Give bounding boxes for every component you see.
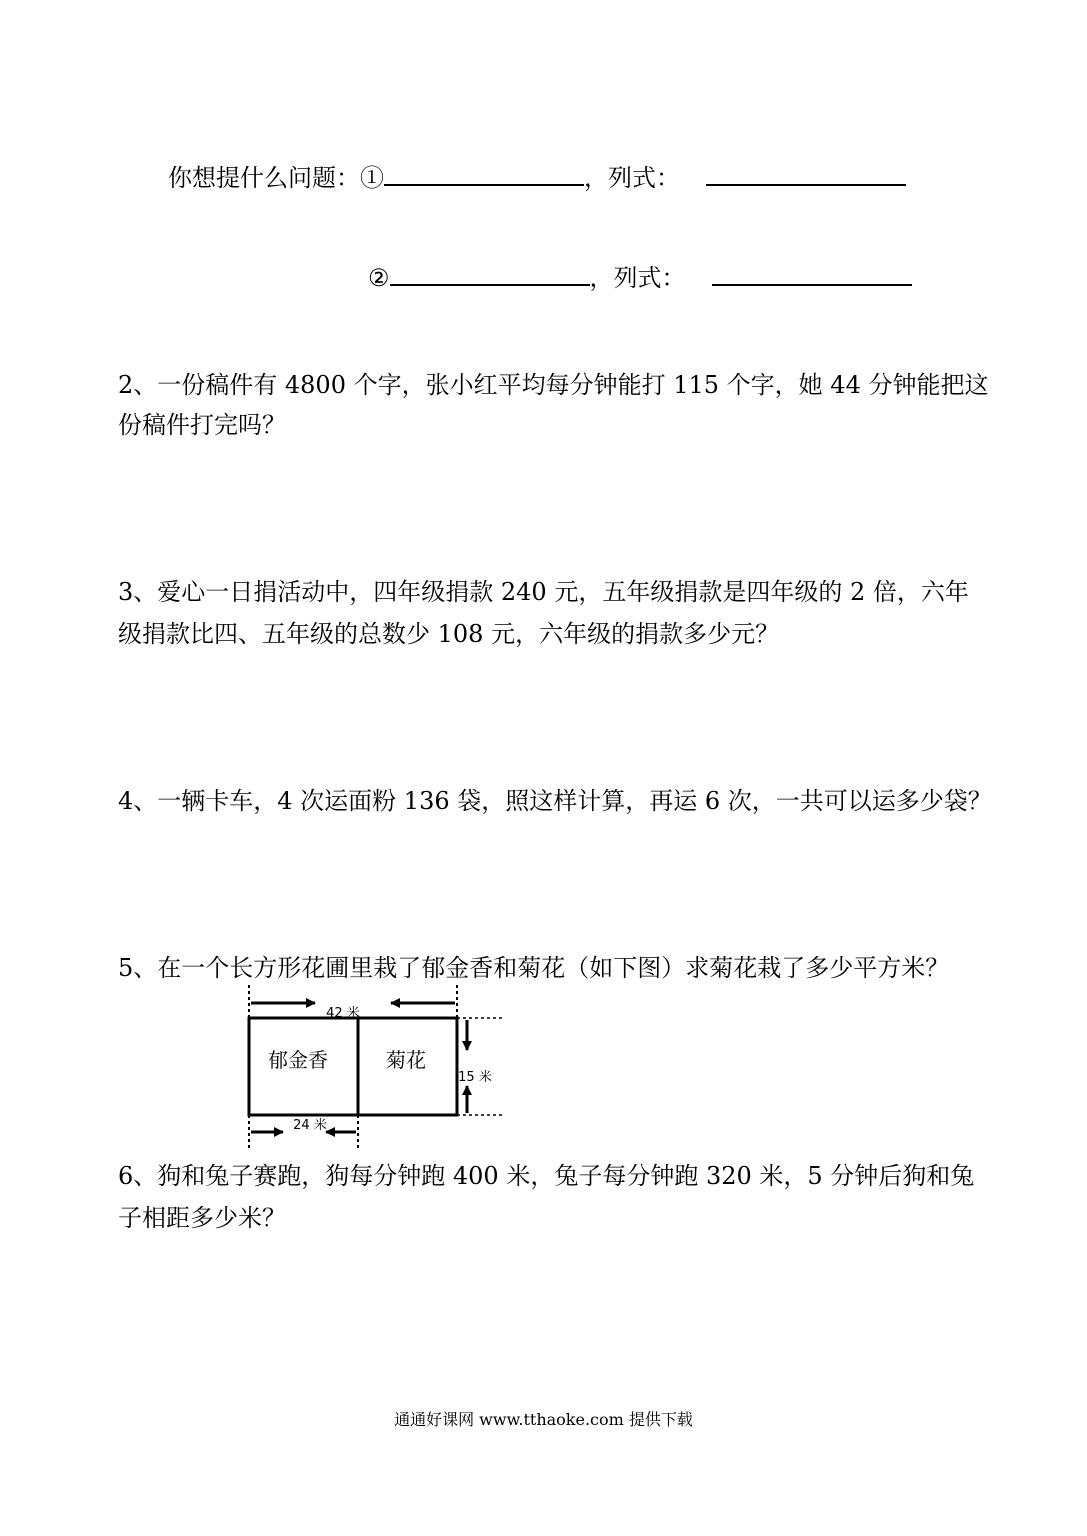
q1-formula-blank-1[interactable] (706, 162, 906, 186)
q5-line-1: 5、在一个长方形花圃里栽了郁金香和菊花（如下图）求菊花栽了多少平方米？ (118, 954, 950, 982)
q1-row-1 (168, 162, 906, 193)
chrysanthemum-region-label: 菊花 (386, 1048, 426, 1072)
q1-question-blank-2[interactable] (390, 262, 590, 286)
q1-question-blank-1[interactable] (384, 162, 584, 186)
top-dimension-label: 42 米 (326, 1006, 360, 1021)
side-dimension-label: 15 米 (458, 1070, 492, 1085)
q1-prompt: 你想提什么问题： (168, 164, 360, 192)
q3-line-2: 级捐款比四、五年级的总数少 108 元，六年级的捐款多少元？ (118, 620, 780, 648)
q4-line-1: 4、一辆卡车，4 次运面粉 136 袋，照这样计算，再运 6 次，一共可以运多少袋？ (118, 787, 992, 815)
q2-line-2: 份稿件打完吗？ (118, 411, 286, 439)
page-footer: 通通好课网 www.tthaoke.com 提供下载 (394, 1410, 693, 1429)
q6-line-1: 6、狗和兔子赛跑，狗每分钟跑 400 米，兔子每分钟跑 320 米，5 分钟后狗和兔 (118, 1162, 975, 1190)
q1-marker-2: ② (368, 264, 390, 292)
q1-formula-label-2: ，列式： (589, 264, 686, 292)
tulip-region-label: 郁金香 (268, 1048, 328, 1072)
bottom-dimension-label: 24 米 (293, 1118, 327, 1133)
q1-formula-label-1: ，列式： (584, 164, 680, 192)
q5-flowerbed-diagram (0, 980, 1087, 1180)
q1-marker-1: ① (360, 164, 384, 192)
q6-line-2: 子相距多少米？ (118, 1204, 286, 1232)
q1-formula-blank-2[interactable] (712, 262, 912, 286)
q2-line-1: 2、一份稿件有 4800 个字，张小红平均每分钟能打 115 个字，她 44 分钟能把这 (118, 371, 989, 399)
q3-line-1: 3、爱心一日捐活动中，四年级捐款 240 元，五年级捐款是四年级的 2 倍，六年 (118, 578, 969, 606)
q1-row-2 (368, 262, 912, 293)
